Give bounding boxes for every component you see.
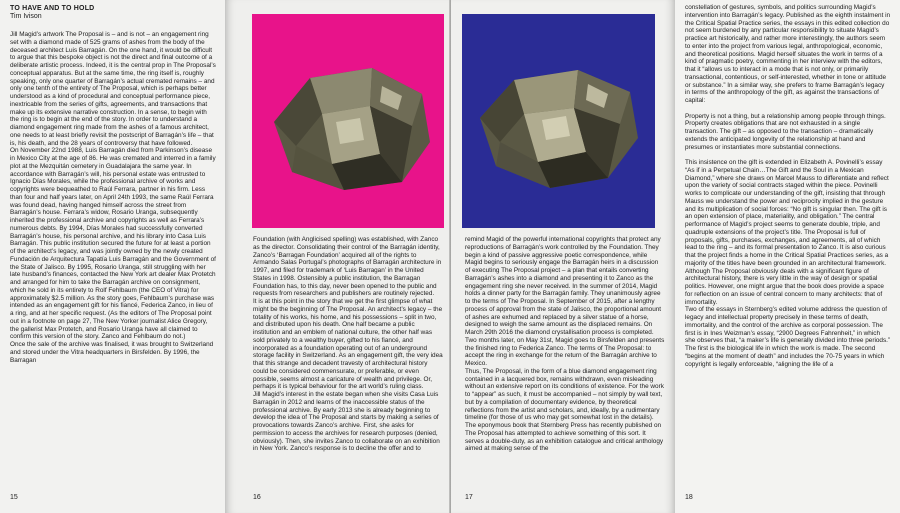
page-16 xyxy=(225,0,451,513)
running-head-title: TO HAVE AND TO HOLD xyxy=(10,5,95,12)
body-text: constellation of gestures, symbols, and politics surrounding Magid’s intervention into Barragán’s legacy. Published as the eighth instalment in the Critical Spatial Practice series, the essays in this edited collection do not seem burdened by any particular responsibility to situate Magid’s practice art historically, and rather more interestingly, the authors seem to enter into the project from various legal, anthropological, economic, and theoretical positions. Magid herself situates the work in terms of a kind of pragmatic poetry, commenting in her interview with the editors, that it “allows us to interact in a mode that is not only, or primarily transactional, contentious, or self-interested, whether in tone or attitude or substance.” In a similar way, she prefers to frame Barragán’s legacy in terms of the anthropology of the gift, as against the transactions of capital: Property is not a thing, but a relationship among people through things. Property creates obligations that are not exhausted in a single transaction. The gift – as opposed to the transaction – dramatically extends the anticipated longevity of the relationship at hand and presumes or instantiates more substantial connections. This insistence on the gift is extended in Elizabeth A. Povinelli’s essay “As if in a Perpetual Chain…The Gift and the Soul in a Mexican Diamond,” where she draws on Marcel Mauss to differentiate and reflect upon the variety of social contracts staged within the piece. Povinelli works to complicate our understanding of the gift, insisting that through Mauss we understand the power and reciprocity implied in the gesture and its multiplication of social forces: “No gift is singular then. The gift is an open extension of place, materiality, and obligation.” The central performance of Magid’s project seems to generate double, triple, and quadruple extensions of the project’s title. The Proposal is full of proposals, gifts, purchases, exchanges, and agreements, all of which lead to the ring – and its formal presentation to Zanco. It is also curious that the project finds a home in the Critical Spatial Practices series, as a majority of the titles have been grounded in an architectural framework. Although The Proposal obviously deals with a significant figure of architectural history, there is very little in the way of design or spatial politics. However, one might argue that the book does provide a space for reflection on an issue of central concern to many architects: that of immortality. Two of the essays in Sternberg’s edited volume address the question of legacy and intellectual property precisely in these terms of death, immortality, and the control of the archive as corporal possession. The first is in Ines Weizman’s essay, “2900 Degrees Fahrenheit,” in which she observes that, “a maker’s life is generally divided into three periods.” The first is the biological life in which the work is made. The second “begins at the moment of death” and includes the 70-75 years in which copyright is legally enforceable, “aligning the life of a xyxy=(685,4,891,368)
stone-photo xyxy=(462,14,655,228)
body-text: Jill Magid’s artwork The Proposal is – and is not – an engagement ring set with a diamond made of 525 grams of ashes from the body of the deceased architect Luis Barragán. On the one hand, it would be difficult to argue that this bespoke object is not the direct and final outcome of a deliberate artistic process. Indeed, it is the central prop in The Proposal’s conceptual apparatus. But at the same time, the ring itself is, roughly speaking, only one quarter of Barragán’s actual cremated remains – and only one tenth of the entirety of The Proposal, which is perhaps better understood as a kind of procedural and conceptual performance piece, inextricable from the series of gifts, agreements, and transactions that make up its extensive narrative construction. In a sense, to begin with the ring is to begin at the end of the story. In order to understand a diamond engagement ring made from the ashes of a famous architect, one needs to at least briefly revisit the postscript of Barragán’s life – that is, his death, and the 28 years of controversy that have followed. On November 22nd 1988, Luis Barragán died from Parkinson’s disease in Mexico City at the age of 86. He was cremated and interred in a family plot at the Mezquitán cemetery in Guadalajara the same year. In accordance with Barragán’s will, his personal estate was entrusted to Ignacio Días Morales, while the professional archive of works and copyrights were bequeathed to Raúl Ferrara, partner in his firm. Less than four and half years later, on April 24th 1993, the same Raúl Ferrara was found dead, having hanged himself across the street from Barragán’s house. Ferrara’s widow, Rosario Uranga, subsequently inherited the professional archive and copyrights as well as Ferrara’s numerous debts. By 1994, Días Morales had successfully converted Barragán’s house, his personal archive, and his library into Casa Luis Barragán. This public institution secured the future for at least a portion of the architect’s legacy, and was jointly owned by the newly created Fundación de Arquitectura Tapatía Luis Barragán and the Government of the State of Jalisco. By 1995, Rosario Uranga, still struggling with her late husband’s finances, contacted the New York art dealer Max Protetch and arranged for him to take the Barragán archive on consignment, which he sold in its entirety to Rolf Fehlbaum (the CEO of Vitra) for approximately $2.5 million. As the story goes, Fehlbaum’s purchase was intended as an engagement gift for his fiancé, Federica Zanco, in lieu of a ring, and at her specific request. (As the editors of The Proposal point out in a footnote on page 27, The New Yorker journalist Alice Gregory, the gallerist Max Protetch, and Rosario Uranga have all claimed to confirm this version of the story. Zanco and Fehlbaum do not.) Once the sale of the archive was finalised, it was brought to Switzerland and stored under the Vitra headquarters in Birsfelden. By 1996, the Barragan xyxy=(10,31,216,364)
photo-plate-pink xyxy=(252,14,444,228)
page-number: 17 xyxy=(465,494,473,501)
running-head-author: Tim Ivison xyxy=(10,13,42,20)
photo-plate-blue xyxy=(462,14,655,228)
page-17 xyxy=(451,0,675,513)
stone-photo xyxy=(252,14,444,228)
running-head xyxy=(10,5,94,21)
page-number: 16 xyxy=(253,494,261,501)
page-15 xyxy=(0,0,225,513)
body-text: Foundation (with Anglicised spelling) was established, with Zanco as the director. Consolidating their control of the Barragán identity, Zanco’s ‘Barragan Foundation’ acquired all of the rights to Armando Salas Portugal’s photographs of Barragán architecture in 1997, and filed for trademark of ‘Luis Barragan’ in the United States in 1998. Ostensibly a public institution, the Barragan Foundation has, to this day, never been opened to the public and requests from researchers and publishers are routinely rejected. It is at this point in the story that we get the first glimpse of what might be the beginning of The Proposal. An architect’s legacy – the totality of his works, his home, and his possessions – split in two, and distributed upon his death. One half became a public institution and an emblem of national culture, the other half was sold privately to a wealthy buyer, gifted to his fiancé, and incorporated as a foundation operating out of an underground storage facility in Switzerland. As an engagement gift, the very idea that this strange and decadent travesty of architectural history could be considered commensurate, or preferable, or even possible, seems almost a caricature of wealth and privilege. Or, perhaps it is typical behaviour for the art world’s ruling class. Jill Magid’s interest in the estate began when she visits Casa Luis Barragán in 2012 and learns of the inaccessible status of the professional archive. By early 2013 she is already beginning to develop the idea of The Proposal and starts by making a series of provocations towards Zanco’s archive. First, she asks for permission to access the archives for research purposes (denied, obviously). Then, she invites Zanco to collaborate on an exhibition in New York. Zanco’s response is to decline the offer and to xyxy=(253,236,443,453)
body-text: remind Magid of the powerful international copyrights that protect any reproductions of Barragán’s work controlled by the Foundation. They begin a kind of passive aggressive poetic correspondence, while Magid begins to seriously engage the Barragán heirs in a discussion of executing The Proposal project – a plan that entails converting Barragán’s ashes into a diamond and presenting it to Zanco as the engagement ring she never received. In the summer of 2014, Magid holds a dinner party for the Barragán family. They unanimously agree to the terms of The Proposal. In September of 2015, after a lengthy process of approval from the state of Jalisco, the proportional amount of ashes are exhumed and replaced by a silver statue of a horse, designed to weigh the same amount as the displaced remains. On March 29th 2016 the diamond crystallisation process is completed. Two months later, on May 31st, Magid goes to Birsfelden and presents the finished ring to Federica Zanco. The terms of The Proposal: to accept the ring in exchange for the return of the Barragán archive to Mexico. Thus, The Proposal, in the form of a blue diamond engagement ring contained in a lacquered box, remains withdrawn, even misleading without an extensive report on its conditions of existence. For the work to “appear” as such, it must be accompanied – not simply by wall text, but by a compilation of documentary evidence, by theoretical reflections from the artist and scholars, and, ideally, by a rudimentary timeline (for those of us who may get somewhat lost in the details). The eponymous book that Sternberg Press has recently published on The Proposal has attempted to achieve something of this sort. It serves a double-duty, as an exhibition catalogue and critical anthology aimed at making sense of the xyxy=(465,236,665,453)
page-number: 18 xyxy=(685,494,693,501)
page-number: 15 xyxy=(10,494,18,501)
page-18 xyxy=(675,0,900,513)
